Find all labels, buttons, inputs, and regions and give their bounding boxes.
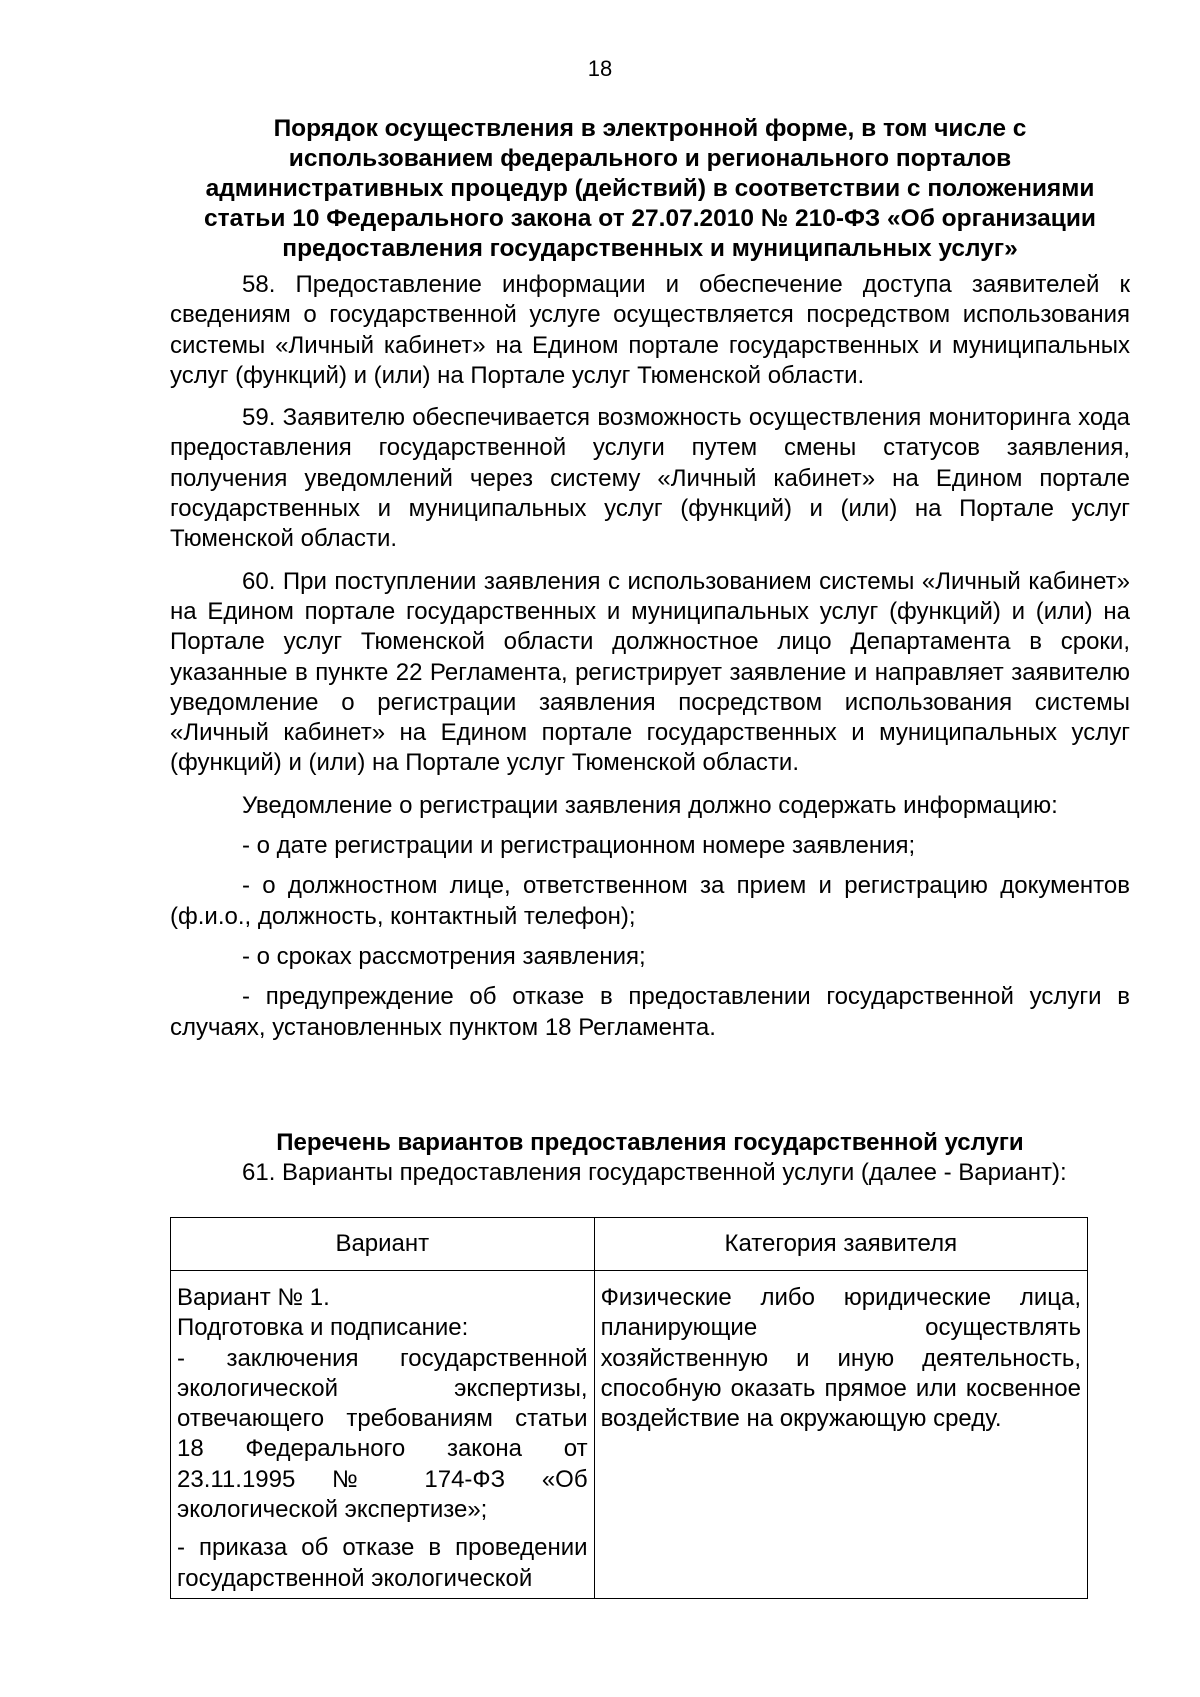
variant-subtitle: Подготовка и подписание:: [177, 1314, 469, 1342]
notice-item-date: - о дате регистрации и регистрационном номере заявления;: [242, 832, 916, 860]
notice-intro: Уведомление о регистрации заявления должно содержать информацию:: [242, 791, 1058, 819]
paragraph-60: 60. При поступлении заявления с использованием системы «Личный кабинет» на Едином портале государственных и муниципальных услуг (функций) и (или) на Портале услуг Тюменской области должностное лицо Департамента в сроки, указанные в пункте 22 Регламента, регистрирует заявление и направляет заявителю уведомление о регистрации заявления посредством использования системы «Личный кабинет» на Едином портале государственных и муниципальных услуг (функций) и (или) на Портале услуг Тюменской области.: [170, 567, 1130, 777]
variants-table: [170, 1217, 1088, 1599]
table-header-row: [171, 1218, 1088, 1271]
notice-item-warning: - предупреждение об отказе в предоставлении государственной услуги в случаях, установленных пунктом 18 Регламента.: [170, 983, 1130, 1041]
document-body: [170, 270, 1130, 1053]
category-cell: Физические либо юридические лица, планирующие осуществлять хозяйственную и иную деятельность, способную оказать прямое или косвенное воздействие на окружающую среду.: [594, 1271, 1087, 1599]
variant-item-conclusion: - заключения государственной экологической экспертизы, отвечающего требованиям статьи 18 Федерального закона от 23.11.1995 № 174-ФЗ «Об экологической экспертизе»;: [177, 1344, 588, 1524]
variant-item-refusal: - приказа об отказе в проведении государственной экологической: [177, 1534, 588, 1592]
notice-item-terms: - о сроках рассмотрения заявления;: [242, 942, 646, 970]
variants-intro: 61. Варианты предоставления государственной услуги (далее - Вариант):: [242, 1159, 1067, 1186]
variant-title: Вариант № 1.: [177, 1284, 330, 1311]
variant-cell: [171, 1271, 595, 1599]
variants-heading: Перечень вариантов предоставления государственной услуги: [276, 1129, 1024, 1156]
paragraph-59: 59. Заявителю обеспечивается возможность осуществления мониторинга хода предоставления государственной услуги путем смены статусов заявления, получения уведомлений через систему «Личный кабинет» на Едином портале государственных и муниципальных услуг (функций) и (или) на Портале услуг Тюменской области.: [170, 404, 1130, 553]
notice-item-official: - о должностном лице, ответственном за прием и регистрацию документов (ф.и.о., должность, контактный телефон);: [170, 872, 1130, 930]
page-number: 18: [587, 56, 613, 81]
section-heading: Порядок осуществления в электронной форме, в том числе с использованием федерального и регионального порталов административных процедур (действий) в соответствии с положениями статьи 10 Федерального закона от 27.07.2010 № 210-ФЗ «Об организации предоставления государственных и муниципальных услуг»: [204, 115, 1096, 262]
column-header-variant: Вариант: [171, 1218, 595, 1271]
column-header-category: Категория заявителя: [594, 1218, 1087, 1271]
table-row: [171, 1271, 1088, 1599]
paragraph-58: 58. Предоставление информации и обеспечение доступа заявителей к сведениям о государственной услуге осуществляется посредством использования системы «Личный кабинет» на Едином портале государственных и муниципальных услуг (функций) и (или) на Портале услуг Тюменской области.: [170, 271, 1130, 389]
